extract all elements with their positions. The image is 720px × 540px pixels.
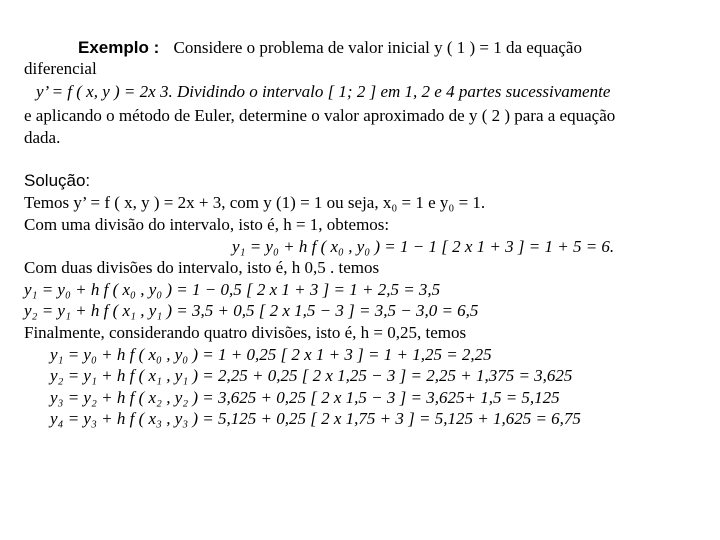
example-line-2: diferencial bbox=[24, 59, 97, 78]
four-division-step-2: y₂ = y₁ + h f ( x₁ , y₁ ) = 2,25 + 0,25 [ 2 x 1,25 − 3 ] = 2,25 + 1,375 = 3,625 bbox=[50, 366, 573, 385]
four-division-intro: Finalmente, considerando quatro divisões, isto é, h = 0,25, temos bbox=[24, 323, 467, 342]
four-division-step-4: y₄ = y₃ + h f ( x₃ , y₃ ) = 5,125 + 0,25 [ 2 x 1,75 + 3 ] = 5,125 + 1,625 = 6,75 bbox=[50, 409, 581, 428]
example-heading: Exemplo : bbox=[78, 38, 160, 57]
example-line-3: y’ = f ( x, y ) = 2x 3. Dividindo o intervalo [ 1; 2 ] em 1, 2 e 4 partes sucessivamente bbox=[36, 82, 611, 101]
example-block bbox=[78, 38, 582, 57]
solution-intro-2: Com uma divisão do intervalo, isto é, h = 1, obtemos: bbox=[24, 215, 390, 234]
two-division-step-1: y₁ = y₀ + h f ( x₀ , y₀ ) = 1 − 0,5 [ 2 x 1 + 3 ] = 1 + 2,5 = 3,5 bbox=[24, 280, 441, 299]
example-line-1: Considere o problema de valor inicial y ( 1 ) = 1 da equação bbox=[173, 38, 582, 57]
one-division-result: y₁ = y₀ + h f ( x₀ , y₀ ) = 1 − 1 [ 2 x 1 + 3 ] = 1 + 5 = 6. bbox=[232, 237, 615, 256]
two-division-step-2: y₂ = y₁ + h f ( x₁ , y₁ ) = 3,5 + 0,5 [ 2 x 1,5 − 3 ] = 3,5 − 3,0 = 6,5 bbox=[24, 301, 479, 320]
solution-heading: Solução: bbox=[24, 171, 91, 190]
solution-intro-1: Temos y’ = f ( x, y ) = 2x + 3, com y (1) = 1 ou seja, x₀ = 1 e y₀ = 1. bbox=[24, 193, 486, 212]
two-division-intro: Com duas divisões do intervalo, isto é, h 0,5 . temos bbox=[24, 258, 380, 277]
example-line-5: dada. bbox=[24, 128, 61, 147]
four-division-step-3: y₃ = y₂ + h f ( x₂ , y₂ ) = 3,625 + 0,25 [ 2 x 1,5 − 3 ] = 3,625+ 1,5 = 5,125 bbox=[50, 388, 560, 407]
example-line-4: e aplicando o método de Euler, determine o valor aproximado de y ( 2 ) para a equação bbox=[24, 106, 616, 125]
four-division-step-1: y₁ = y₀ + h f ( x₀ , y₀ ) = 1 + 0,25 [ 2 x 1 + 3 ] = 1 + 1,25 = 2,25 bbox=[50, 345, 492, 364]
